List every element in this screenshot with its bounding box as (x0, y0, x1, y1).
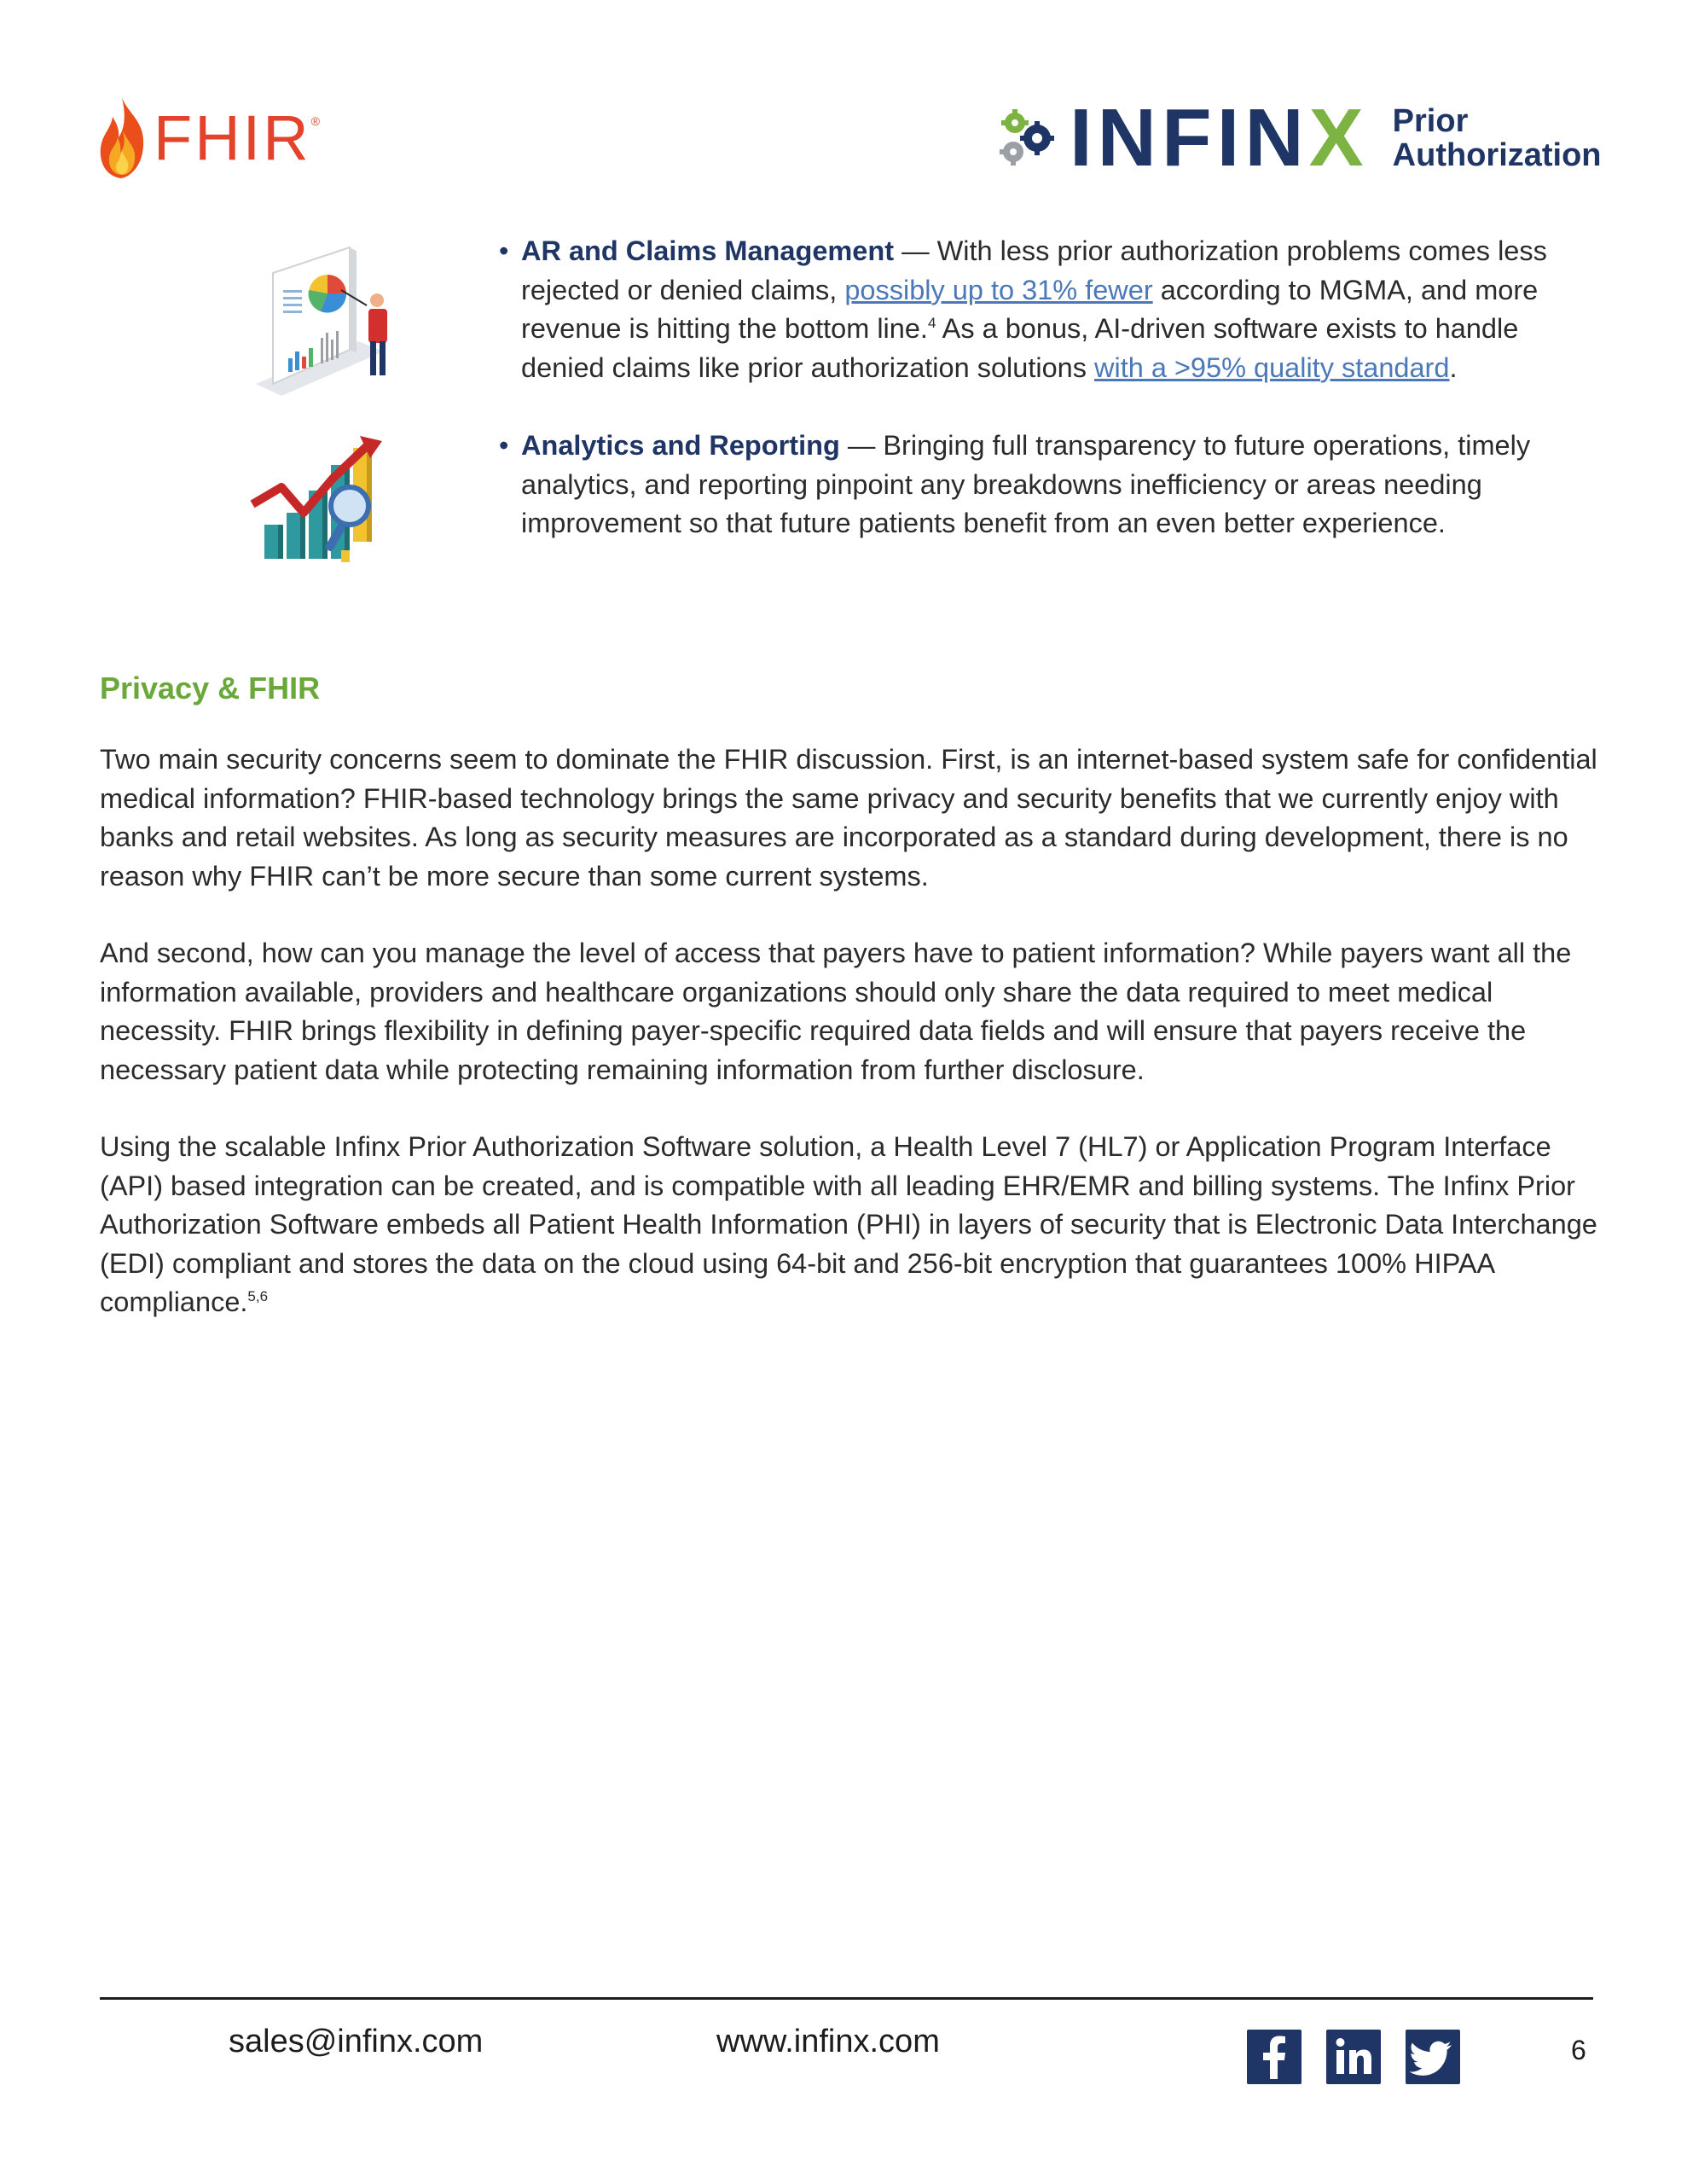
paragraph (100, 1128, 1601, 1322)
mgma-link[interactable]: possibly up to 31% fewer (844, 274, 1153, 305)
paragraph: Two main security concerns seem to dominate the FHIR discussion. First, is an internet-based system safe for confidential medical information? FHIR-based technology brings the same privacy and security benefits that we currently enjoy with banks and retail websites. As long as security measures are incorporated as a standard during development, there is no reason why FHIR can’t be more secure than some current systems. (100, 744, 1597, 892)
infinx-logo-text: INFINX (1070, 92, 1369, 183)
facebook-icon[interactable] (1247, 2030, 1301, 2084)
infinx-logo (996, 92, 1602, 183)
footer-email[interactable]: sales@infinx.com (229, 2024, 484, 2059)
fhir-logo-text: FHIR (154, 102, 311, 173)
page-number: 6 (1571, 2035, 1586, 2065)
bullet-analytics-reporting (499, 427, 1557, 543)
paragraph: And second, how can you manage the level of access that payers have to patient information? While payers want all the information available, providers and healthcare organizations should only share the data required to meet medical necessity. FHIR brings flexibility in defining payer-specific required data fields and will ensure that payers receive the necessary patient data while protecting remaining information from further disclosure. (100, 938, 1572, 1085)
section-heading: Privacy & FHIR (100, 671, 321, 706)
bullet-dot: • (499, 235, 509, 266)
bullet-text: As a bonus, AI-driven software exists to handle (936, 313, 1519, 344)
linkedin-icon[interactable] (1326, 2030, 1381, 2084)
bullet-text: revenue is hitting the bottom line. (521, 313, 928, 344)
bullet-heading: Analytics and Reporting (521, 430, 840, 461)
flame-icon (96, 96, 148, 180)
footer-divider (100, 1997, 1593, 2000)
infinx-tagline: Prior Authorization (1392, 103, 1602, 173)
bullet-dot: • (499, 430, 509, 461)
twitter-icon[interactable] (1406, 2030, 1460, 2084)
footnote-ref: 5,6 (247, 1288, 269, 1305)
bullet-text: rejected or denied claims, (521, 274, 845, 305)
growth-analytics-icon (247, 431, 392, 567)
bullet-intro: — With less prior authorization problems comes less (894, 235, 1547, 266)
bullet-text: improvement so that future patients benefit from an even better experience. (521, 508, 1446, 538)
bullet-heading: AR and Claims Management (521, 235, 895, 266)
bullet-ar-claims (499, 232, 1557, 387)
quality-standard-link[interactable]: with a >95% quality standard (1094, 351, 1450, 383)
presentation-chart-icon (239, 239, 409, 410)
footnote-ref: 4 (927, 315, 936, 332)
bullet-text: denied claims like prior authorization solutions (521, 351, 1095, 383)
bullet-text: . (1449, 351, 1458, 383)
registered-mark: ® (310, 114, 320, 128)
fhir-logo (96, 96, 320, 181)
footer-website[interactable]: www.infinx.com (716, 2024, 940, 2059)
paragraph-text: Using the scalable Infinx Prior Authorization Software solution, a Health Level 7 (HL7) or Application Program Interface (API) based integration can be created, and is compatible with all leading EHR/EMR and billing systems. The Infinx Prior Authorization Software embeds all Patient Health Information (PHI) in layers of security that is Electronic Data Interchange (EDI) compliant and stores the data on the cloud using 64-bit and 256-bit encryption that guarantees 100% HIPAA compliance. (100, 1131, 1597, 1317)
gears-icon (996, 107, 1061, 169)
bullet-text: according to MGMA, and more (1152, 274, 1539, 305)
bullet-text: analytics, and reporting pinpoint any breakdowns inefficiency or areas needing (521, 468, 1482, 500)
bullet-intro: — Bringing full transparency to future operations, timely (839, 430, 1531, 461)
